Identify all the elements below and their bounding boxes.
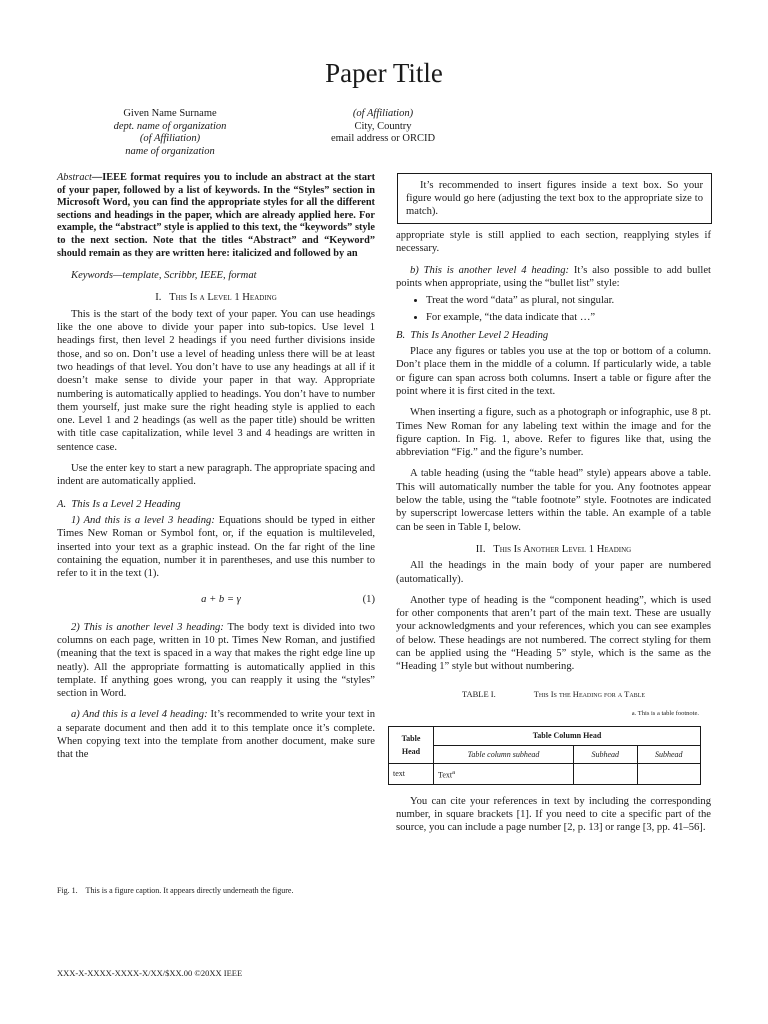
body-paragraph: Another type of heading is the “component heading”, which is used for other components that aren’t part of the main text. These are usually your acknowledgments and your references, which you can see examples of below. These headings are not numbered. The correct styling for them can be applied using the “Heading 5” style, which is the same as the “Heading 1” style but without numbering. [396,594,711,673]
section-heading-2: II. This Is Another Level 1 Heading [475,543,632,555]
equation [57,593,375,606]
table-caption [396,688,711,701]
author-organization: name of organization [125,146,215,158]
table-footnote: a. This is a table footnote. [631,709,699,717]
equation-number: (1) [362,594,375,606]
level3-text: The body text is divided into two columns on each page, written in 10 pt. Times New Roman, and justified (meaning that the text is spaced in a way that makes the right edge line up neatly). All the appropriate formatting is automatically applied in this template. If anything goes wrong, you can reapply it using the “styles” section in Word. [57,621,375,700]
subsection-heading-a: A. This Is a Level 2 Heading [57,498,181,510]
level4-text: It’s also possible to add bullet points when appropriate, using the “bullet list” style: [396,264,711,289]
table-row [389,745,701,763]
level3-text: Equations should be typed in either Times New Roman or Symbol font, or, if the equation is multileveled, inserted into your text as a graphic instead. On the far right of the line containing the equation, number it in parentheses, and use this number to refer to it in the text (1). [57,514,376,580]
body-paragraph: All the headings in the main body of your paper are numbered (automatically). [396,560,711,585]
figure-text-box [397,173,712,224]
level3-heading: 1) And this is a level 3 heading: [71,514,215,526]
table-column-head: Table Column Head [434,727,701,745]
author-block-1 [70,108,270,159]
level3-heading: 2) This is another level 3 heading: [71,621,224,633]
list-item: • For example, “the data indicate that …” [426,311,711,324]
author-location: City, Country [354,120,412,132]
copyright-footer: XXX-X-XXXX-XXXX-X/XX/$XX.00 ©20XX IEEE [57,968,243,978]
abstract-text: —IEEE format requires you to include an abstract at the start of your paper, followed by a list of keywords. In the “Styles” section in Microsoft Word, you can find the appropriate styles for all the different sections and headings in the paper, which are already applied here. For example, the “abstract” style is applied to this text, the “keywords” style to the next section. Note that the titles “Abstract” and “Keyword” should remain as they are written here: italicized and followed by an [57,172,375,259]
section-heading-1: I. This Is a Level 1 Heading [155,292,277,304]
author-email: email address or ORCID [330,133,436,145]
body-paragraph: When inserting a figure, such as a photograph or infographic, use 8 pt. Times New Roman for any labeling text within the image and for the figure caption. In Fig. 1, above. Refer to figures like that, using the abbreviation “Fig.” and the figure’s number. [396,407,711,459]
footnote-marker: a [452,768,456,776]
body-paragraph: A table heading (using the “table head” style) appears above a table. This will automatically number the table for you. Any footnotes appear below the table, using the “table footnote” style. Footnotes are indicated by superscript lowercase letters within the table. An example of a table can be seen in Table I, below. [396,468,711,533]
table-row [389,727,701,745]
body-paragraph: Use the enter key to start a new paragraph. The appropriate spacing and indent are automatically applied. [57,463,375,488]
level4-heading: a) And this is a level 4 heading: [71,709,208,721]
table-row [389,763,701,784]
level4-heading: b) This is another level 4 heading: [410,264,570,276]
body-paragraph: This is the start of the body text of your paper. You can use headings like the one above to divide your paper into sub-topics. Use level 1 headings first, then level 2 headings if you need further divisions inside those, and so on. Don’t use a level of heading unless there will be at least two headings of that level. You don’t have to use any headings at all if it doesn’t make sense to divide your paper in that way. Appropriate numbering is automatically applied to headings. You don’t have to number them yourself, just make sure the right heading style is applied to each one. Level 1 and 2 headings (as well as the paper title) should be written with title case capitalization, while level 3 and 4 headings are written in sentence case. [57,308,375,453]
level4-text: It’s recommended to write your text in a separate document and then add it to this template once it’s complete. When copying text into the template from another document, make sure that the [57,709,375,761]
table-cell [434,763,574,784]
right-column [393,229,711,835]
body-paragraph: Place any figures or tables you use at the top or bottom of a column. Don’t place them in the middle of a column. If particularly wide, a table or figure can span across both columns. Insert a table or figure after the point where it is first cited in the text. [396,346,711,397]
table-cell [574,763,637,784]
table-number: TABLE I. [461,688,496,699]
text-box-content: It’s recommended to insert figures inside a text box. So your figure would go here (adjusting the text box to the appropriate size to match). [406,180,703,217]
table-cell: text [389,763,434,784]
figure-caption: Fig. 1. This is a figure caption. It appears directly underneath the figure. [57,886,294,895]
table-cell-text: Text [438,770,453,780]
author-affiliation: (of Affiliation) [139,133,201,145]
table-head-cell: Table Head [389,727,434,764]
left-column [57,172,375,762]
table-title: This Is the Heading for a Table [533,688,646,699]
body-paragraph: You can cite your references in text by including the corresponding number, in square brackets [1]. If you need to cite a specific part of the source, you can include a page number [2, p. 13] or range [3, pp. 41–56]. [396,795,711,834]
bullet-list [396,294,711,325]
level3-paragraph [57,514,375,580]
keywords: Keywords—template, Scribbr, IEEE, format [71,270,257,282]
paper-title: Paper Title [325,58,443,88]
table-subhead: Subhead [637,745,700,763]
example-table [388,726,701,785]
subsection-heading-b: B. This Is Another Level 2 Heading [396,329,549,341]
table-subhead: Table column subhead [434,745,574,763]
author-affiliation: (of Affiliation) [352,108,414,119]
author-block-2 [283,108,483,146]
table-subhead: Subhead [574,745,637,763]
table-cell [637,763,700,784]
equation-formula: a + b = γ [201,594,241,606]
level4-paragraph [396,264,711,291]
level4-paragraph [57,708,375,761]
level3-paragraph [57,621,375,701]
abstract [57,172,375,260]
author-dept: dept. name of organization [113,120,227,132]
author-name: Given Name Surname [123,108,217,119]
body-paragraph: appropriate style is still applied to each section, reapplying styles if necessary. [396,230,711,255]
list-item: • Treat the word “data” as plural, not singular. [426,294,711,307]
abstract-label: Abstract [57,172,92,183]
